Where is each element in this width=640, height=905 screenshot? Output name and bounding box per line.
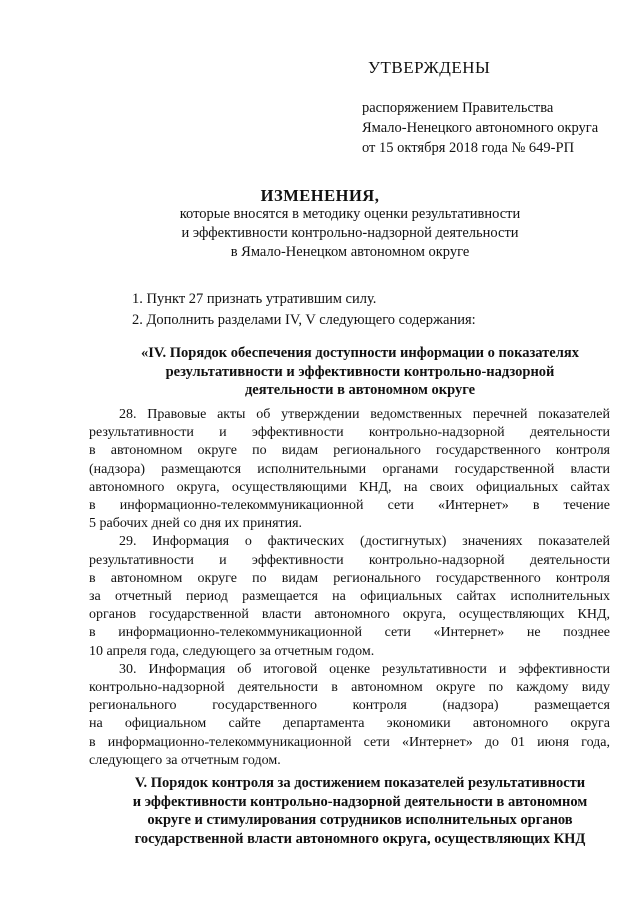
text-line: на официальном сайте департамента экономики автономного округа <box>89 716 610 732</box>
section-5-heading <box>100 774 620 848</box>
text-line: 10 апреля года, следующего за отчетным годом. <box>89 643 375 659</box>
approval-stamp-title: УТВЕРЖДЕНЫ <box>368 58 491 77</box>
section-4-body <box>89 406 610 770</box>
paragraph-29 <box>89 533 610 660</box>
heading-line: «IV. Порядок обеспечения доступности информации о показателях <box>141 345 579 361</box>
text-line: регионального государственного контроля (надзора) размещается <box>89 698 610 714</box>
text-line: 30. Информация об итоговой оценке результативности и эффективности <box>119 661 610 677</box>
approval-line: от 15 октября 2018 года № 649-РП <box>362 140 575 156</box>
approval-line: распоряжением Правительства <box>362 100 554 116</box>
text-line: в информационно-телекоммуникационной сети «Интернет» не позднее <box>89 625 610 641</box>
text-line: результативности и эффективности контрольно-надзорной деятельности <box>89 425 610 441</box>
change-items <box>132 289 476 331</box>
text-line: автономного округа, осуществляющими КНД, на своих официальных сайтах <box>89 479 610 495</box>
change-item: 1. Пункт 27 признать утратившим силу. <box>132 291 377 307</box>
document-subtitle <box>0 205 640 262</box>
text-line: органов государственной власти автономного округа, осуществляющих КНД, <box>89 607 610 623</box>
text-line: результативности и эффективности контрольно-надзорной деятельности <box>89 552 610 568</box>
text-line: в информационно-телекоммуникационной сети «Интернет» до 01 июня года, <box>89 734 610 750</box>
heading-line: округе и стимулирования сотрудников исполнительных органов <box>147 812 573 828</box>
heading-line: результативности и эффективности контрольно-надзорной <box>165 363 555 380</box>
document-title: ИЗМЕНЕНИЯ, <box>260 186 380 205</box>
subtitle-line: которые вносятся в методику оценки результативности <box>179 206 521 222</box>
text-line: в информационно-телекоммуникационной сети «Интернет» в течение <box>89 498 610 514</box>
change-item: 2. Дополнить разделами IV, V следующего содержания: <box>132 312 476 328</box>
section-4-heading <box>100 344 620 400</box>
text-line: следующего за отчетным годом. <box>89 752 281 768</box>
text-line: в автономном округе по видам регионального государственного контроля <box>89 443 610 459</box>
text-line: 5 рабочих дней со дня их принятия. <box>89 516 303 532</box>
subtitle-line: и эффективности контрольно-надзорной деятельности <box>181 225 519 241</box>
heading-line: деятельности в автономном округе <box>244 382 476 398</box>
subtitle-line: в Ямало-Ненецком автономном округе <box>230 244 470 260</box>
text-line: контрольно-надзорной деятельности в автономном округе по каждому виду <box>89 680 610 696</box>
text-line: (надзора) размещаются исполнительными органами государственной власти <box>89 461 610 477</box>
text-line: в автономном округе по видам регионального государственного контроля <box>89 570 610 586</box>
heading-line: и эффективности контрольно-надзорной деятельности в автономном <box>132 793 588 810</box>
text-line: за отчетный период размещается на официальных сайтах исполнительных <box>89 589 610 605</box>
heading-line: V. Порядок контроля за достижением показателей результативности <box>134 775 586 791</box>
paragraph-30 <box>89 661 610 770</box>
approval-details <box>362 98 598 158</box>
text-line: 28. Правовые акты об утверждении ведомственных перечней показателей <box>119 407 610 422</box>
heading-line: государственной власти автономного округа, осуществляющих КНД <box>134 830 586 847</box>
approval-line: Ямало-Ненецкого автономного округа <box>362 120 599 136</box>
text-line: 29. Информация о фактических (достигнутых) значениях показателей <box>119 534 610 550</box>
paragraph-28 <box>89 406 610 533</box>
